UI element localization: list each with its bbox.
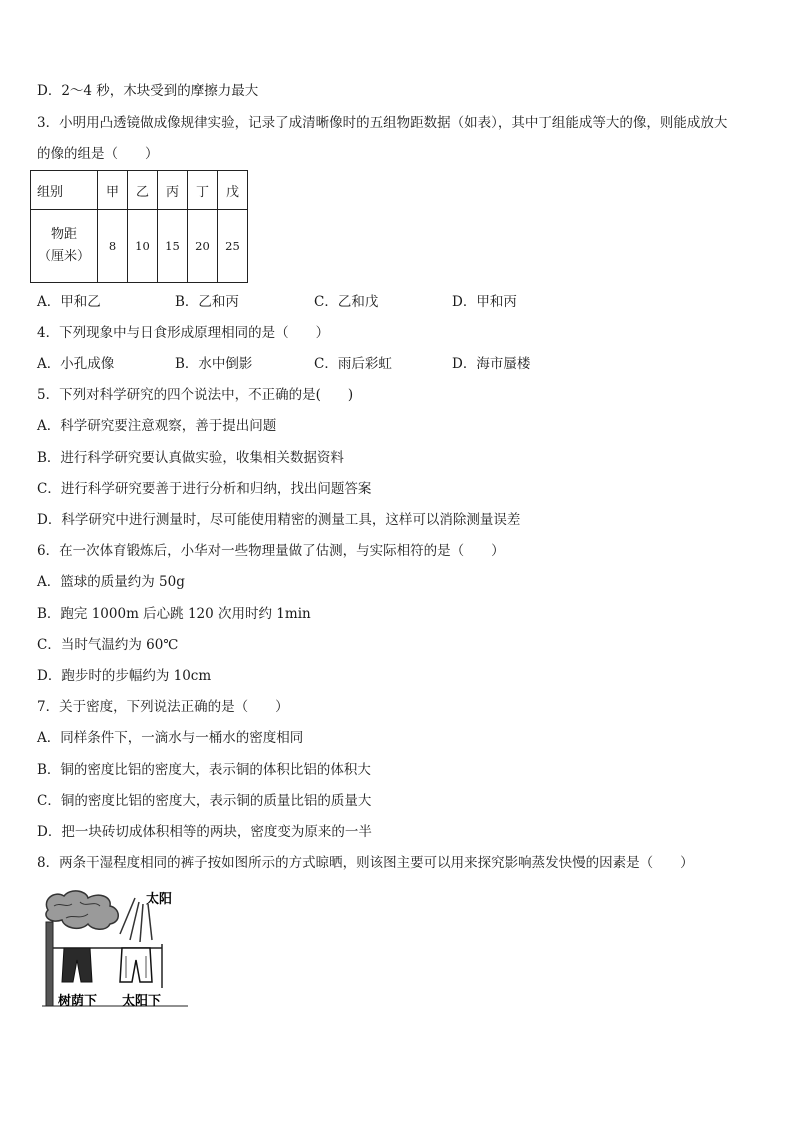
- table-header-distance-line2: （厘米）: [37, 249, 90, 264]
- q7-option-c[interactable]: C．铜的密度比铝的密度大，表示铜的质量比铝的质量大: [37, 793, 372, 809]
- q4-option-d[interactable]: D．海市蜃楼: [452, 356, 531, 372]
- q3-stem-line2: 的像的组是（ ）: [37, 146, 159, 162]
- q2-option-d: D．2～4 秒，木块受到的摩擦力最大: [37, 83, 259, 99]
- table-cell-group: 甲: [98, 171, 128, 210]
- label-shade: 树荫下: [58, 994, 98, 1009]
- table-cell-distance: 8: [98, 210, 128, 283]
- table-header-distance-line1: 物距: [50, 227, 77, 242]
- q4-option-b[interactable]: B．水中倒影: [175, 356, 253, 372]
- q3-option-d[interactable]: D．甲和丙: [452, 294, 517, 310]
- q8-drying-figure: [40, 888, 190, 1016]
- q5-option-c[interactable]: C．进行科学研究要善于进行分析和归纳，找出问题答案: [37, 481, 372, 497]
- q3-option-b[interactable]: B．乙和丙: [175, 294, 239, 310]
- q4-option-a[interactable]: A．小孔成像: [37, 356, 115, 372]
- q6-option-b[interactable]: B．跑完 1000m 后心跳 120 次用时约 1min: [37, 606, 311, 622]
- table-row-groups: [31, 171, 248, 210]
- q4-stem: 4．下列现象中与日食形成原理相同的是（ ）: [37, 325, 330, 341]
- q7-option-b[interactable]: B．铜的密度比铝的密度大，表示铜的体积比铝的体积大: [37, 762, 371, 778]
- table-cell-distance: 25: [218, 210, 248, 283]
- label-sun: 太阳: [146, 892, 173, 907]
- q8-stem: 8．两条干湿程度相同的裤子按如图所示的方式晾晒，则该图主要可以用来探究影响蒸发快慢的因素是（ ）: [37, 855, 694, 871]
- q6-option-d[interactable]: D．跑步时的步幅约为 10cm: [37, 668, 212, 684]
- q3-option-c[interactable]: C．乙和戊: [314, 294, 379, 310]
- q5-option-d[interactable]: D．科学研究中进行测量时，尽可能使用精密的测量工具，这样可以消除测量误差: [37, 512, 521, 528]
- q3-stem-line1: 3．小明用凸透镜做成像规律实验，记录了成清晰像时的五组物距数据（如表），其中丁组能成等大的像，则能成放大: [37, 115, 728, 131]
- q3-option-a[interactable]: A．甲和乙: [37, 294, 101, 310]
- q4-option-c[interactable]: C．雨后彩虹: [314, 356, 392, 372]
- q6-stem: 6．在一次体育锻炼后，小华对一些物理量做了估测，与实际相符的是（ ）: [37, 543, 505, 559]
- table-cell-group: 丁: [188, 171, 218, 210]
- q5-option-b[interactable]: B．进行科学研究要认真做实验，收集相关数据资料: [37, 450, 344, 466]
- q7-option-d[interactable]: D．把一块砖切成体积相等的两块，密度变为原来的一半: [37, 824, 372, 840]
- q5-stem: 5．下列对科学研究的四个说法中，不正确的是( ): [37, 387, 354, 403]
- label-sunlight: 太阳下: [122, 994, 162, 1009]
- table-header-distance: [31, 210, 98, 283]
- pants-in-sun-icon: [120, 948, 152, 982]
- table-header-group: 组别: [31, 171, 98, 210]
- q6-option-a[interactable]: A．篮球的质量约为 50g: [37, 574, 185, 590]
- table-cell-group: 丙: [158, 171, 188, 210]
- q7-stem: 7．关于密度，下列说法正确的是（ ）: [37, 699, 289, 715]
- table-row-distances: [31, 210, 248, 283]
- q3-data-table: [30, 170, 248, 283]
- pants-in-shade-icon: [62, 948, 92, 982]
- table-cell-group: 乙: [128, 171, 158, 210]
- q7-option-a[interactable]: A．同样条件下，一滴水与一桶水的密度相同: [37, 730, 304, 746]
- table-cell-distance: 10: [128, 210, 158, 283]
- table-cell-distance: 20: [188, 210, 218, 283]
- table-cell-group: 戊: [218, 171, 248, 210]
- table-cell-distance: 15: [158, 210, 188, 283]
- q5-option-a[interactable]: A．科学研究要注意观察，善于提出问题: [37, 418, 277, 434]
- q6-option-c[interactable]: C．当时气温约为 60℃: [37, 637, 179, 653]
